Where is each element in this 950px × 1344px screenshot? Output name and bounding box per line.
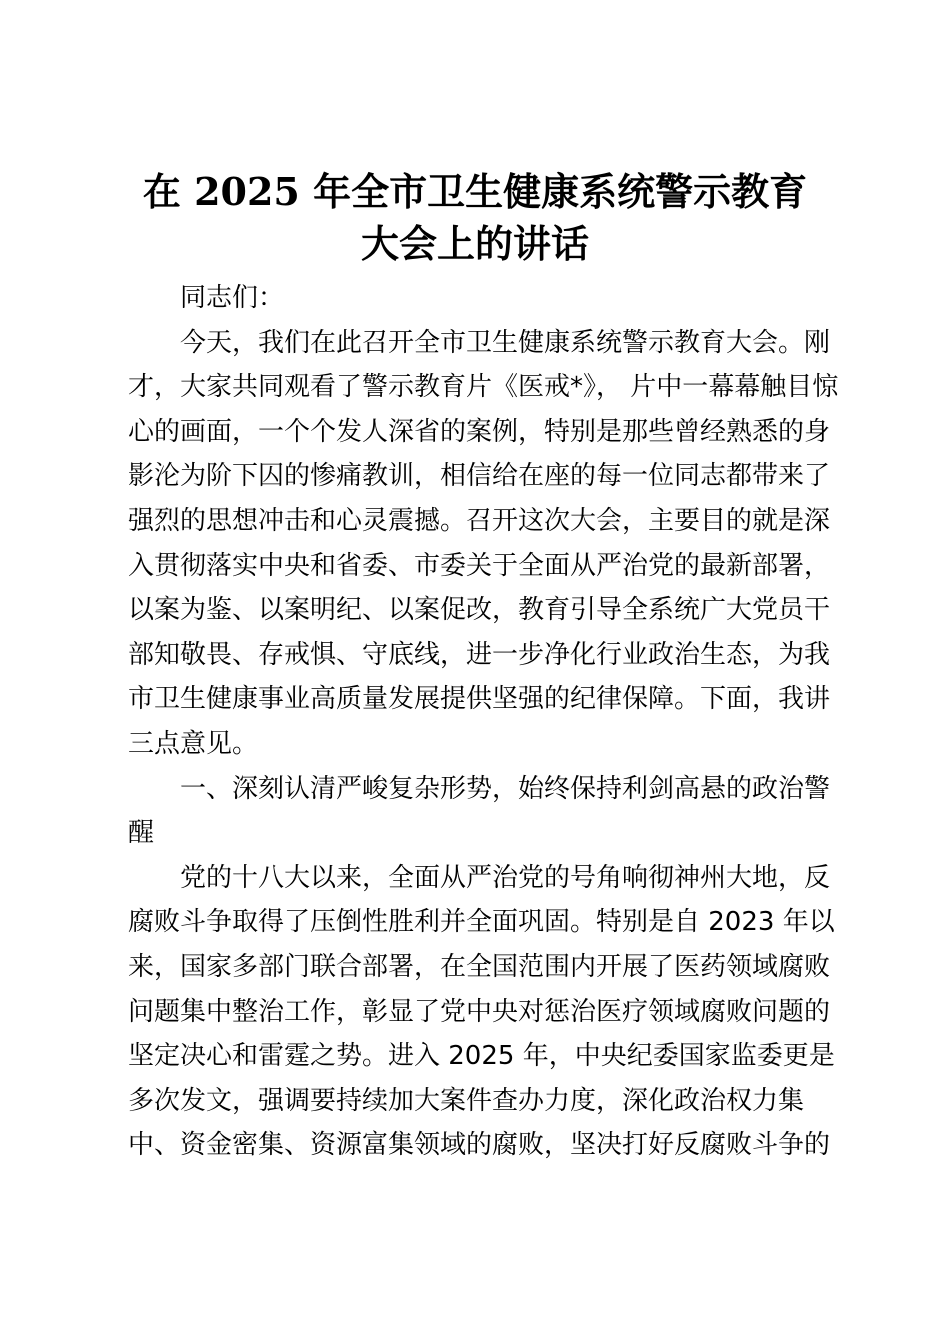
text-line: 影沦为阶下囚的惨痛教训，相信给在座的每一位同志都带来了 [128, 461, 831, 492]
text-line: 才，大家共同观看了警示教育片《医戒*》， 片中一幕幕触目惊 [128, 372, 839, 403]
text-line: 强烈的思想冲击和心灵震撼。召开这次大会，主要目的就是深 [128, 505, 831, 536]
text-line: 坚定决心和雷霆之势。进入 2025 年，中央纪委国家监委更是 [128, 1041, 835, 1072]
text-line: 入贯彻落实中央和省委、市委关于全面从严治党的最新部署， [128, 550, 831, 581]
document-title-line-1: 在 2025 年全市卫生健康系统警示教育 [142, 169, 808, 214]
text-line: 部知敬畏、存戒惧、守底线，进一步净化行业政治生态，为我 [128, 639, 831, 670]
text-line: 一、深刻认清严峻复杂形势，始终保持利剑高悬的政治警 [180, 773, 831, 804]
text-line: 中、资金密集、资源富集领域的腐败，坚决打好反腐败斗争的 [128, 1130, 831, 1161]
text-line: 问题集中整治工作，彰显了党中央对惩治医疗领域腐败问题的 [128, 996, 831, 1027]
text-line: 党的十八大以来，全面从严治党的号角响彻神州大地，反 [180, 862, 831, 893]
text-line: 醒 [128, 818, 155, 849]
text-line: 以案为鉴、以案明纪、以案促改，教育引导全系统广大党员干 [128, 595, 831, 626]
document-body [128, 276, 839, 1168]
text-line: 来，国家多部门联合部署，在全国范围内开展了医药领域腐败 [128, 951, 831, 982]
text-line: 今天，我们在此召开全市卫生健康系统警示教育大会。刚 [180, 327, 831, 358]
text-line: 心的画面，一个个发人深省的案例，特别是那些曾经熟悉的身 [128, 416, 831, 447]
text-line: 市卫生健康事业高质量发展提供坚强的纪律保障。下面，我讲 [128, 684, 831, 715]
document-title-line-2: 大会上的讲话 [360, 221, 589, 266]
text-line: 同志们： [180, 283, 285, 313]
text-line: 三点意见。 [128, 728, 259, 759]
text-line: 腐败斗争取得了压倒性胜利并全面巩固。特别是自 2023 年以 [128, 907, 835, 938]
text-line: 多次发文，强调要持续加大案件查办力度，深化政治权力集 [128, 1085, 805, 1116]
